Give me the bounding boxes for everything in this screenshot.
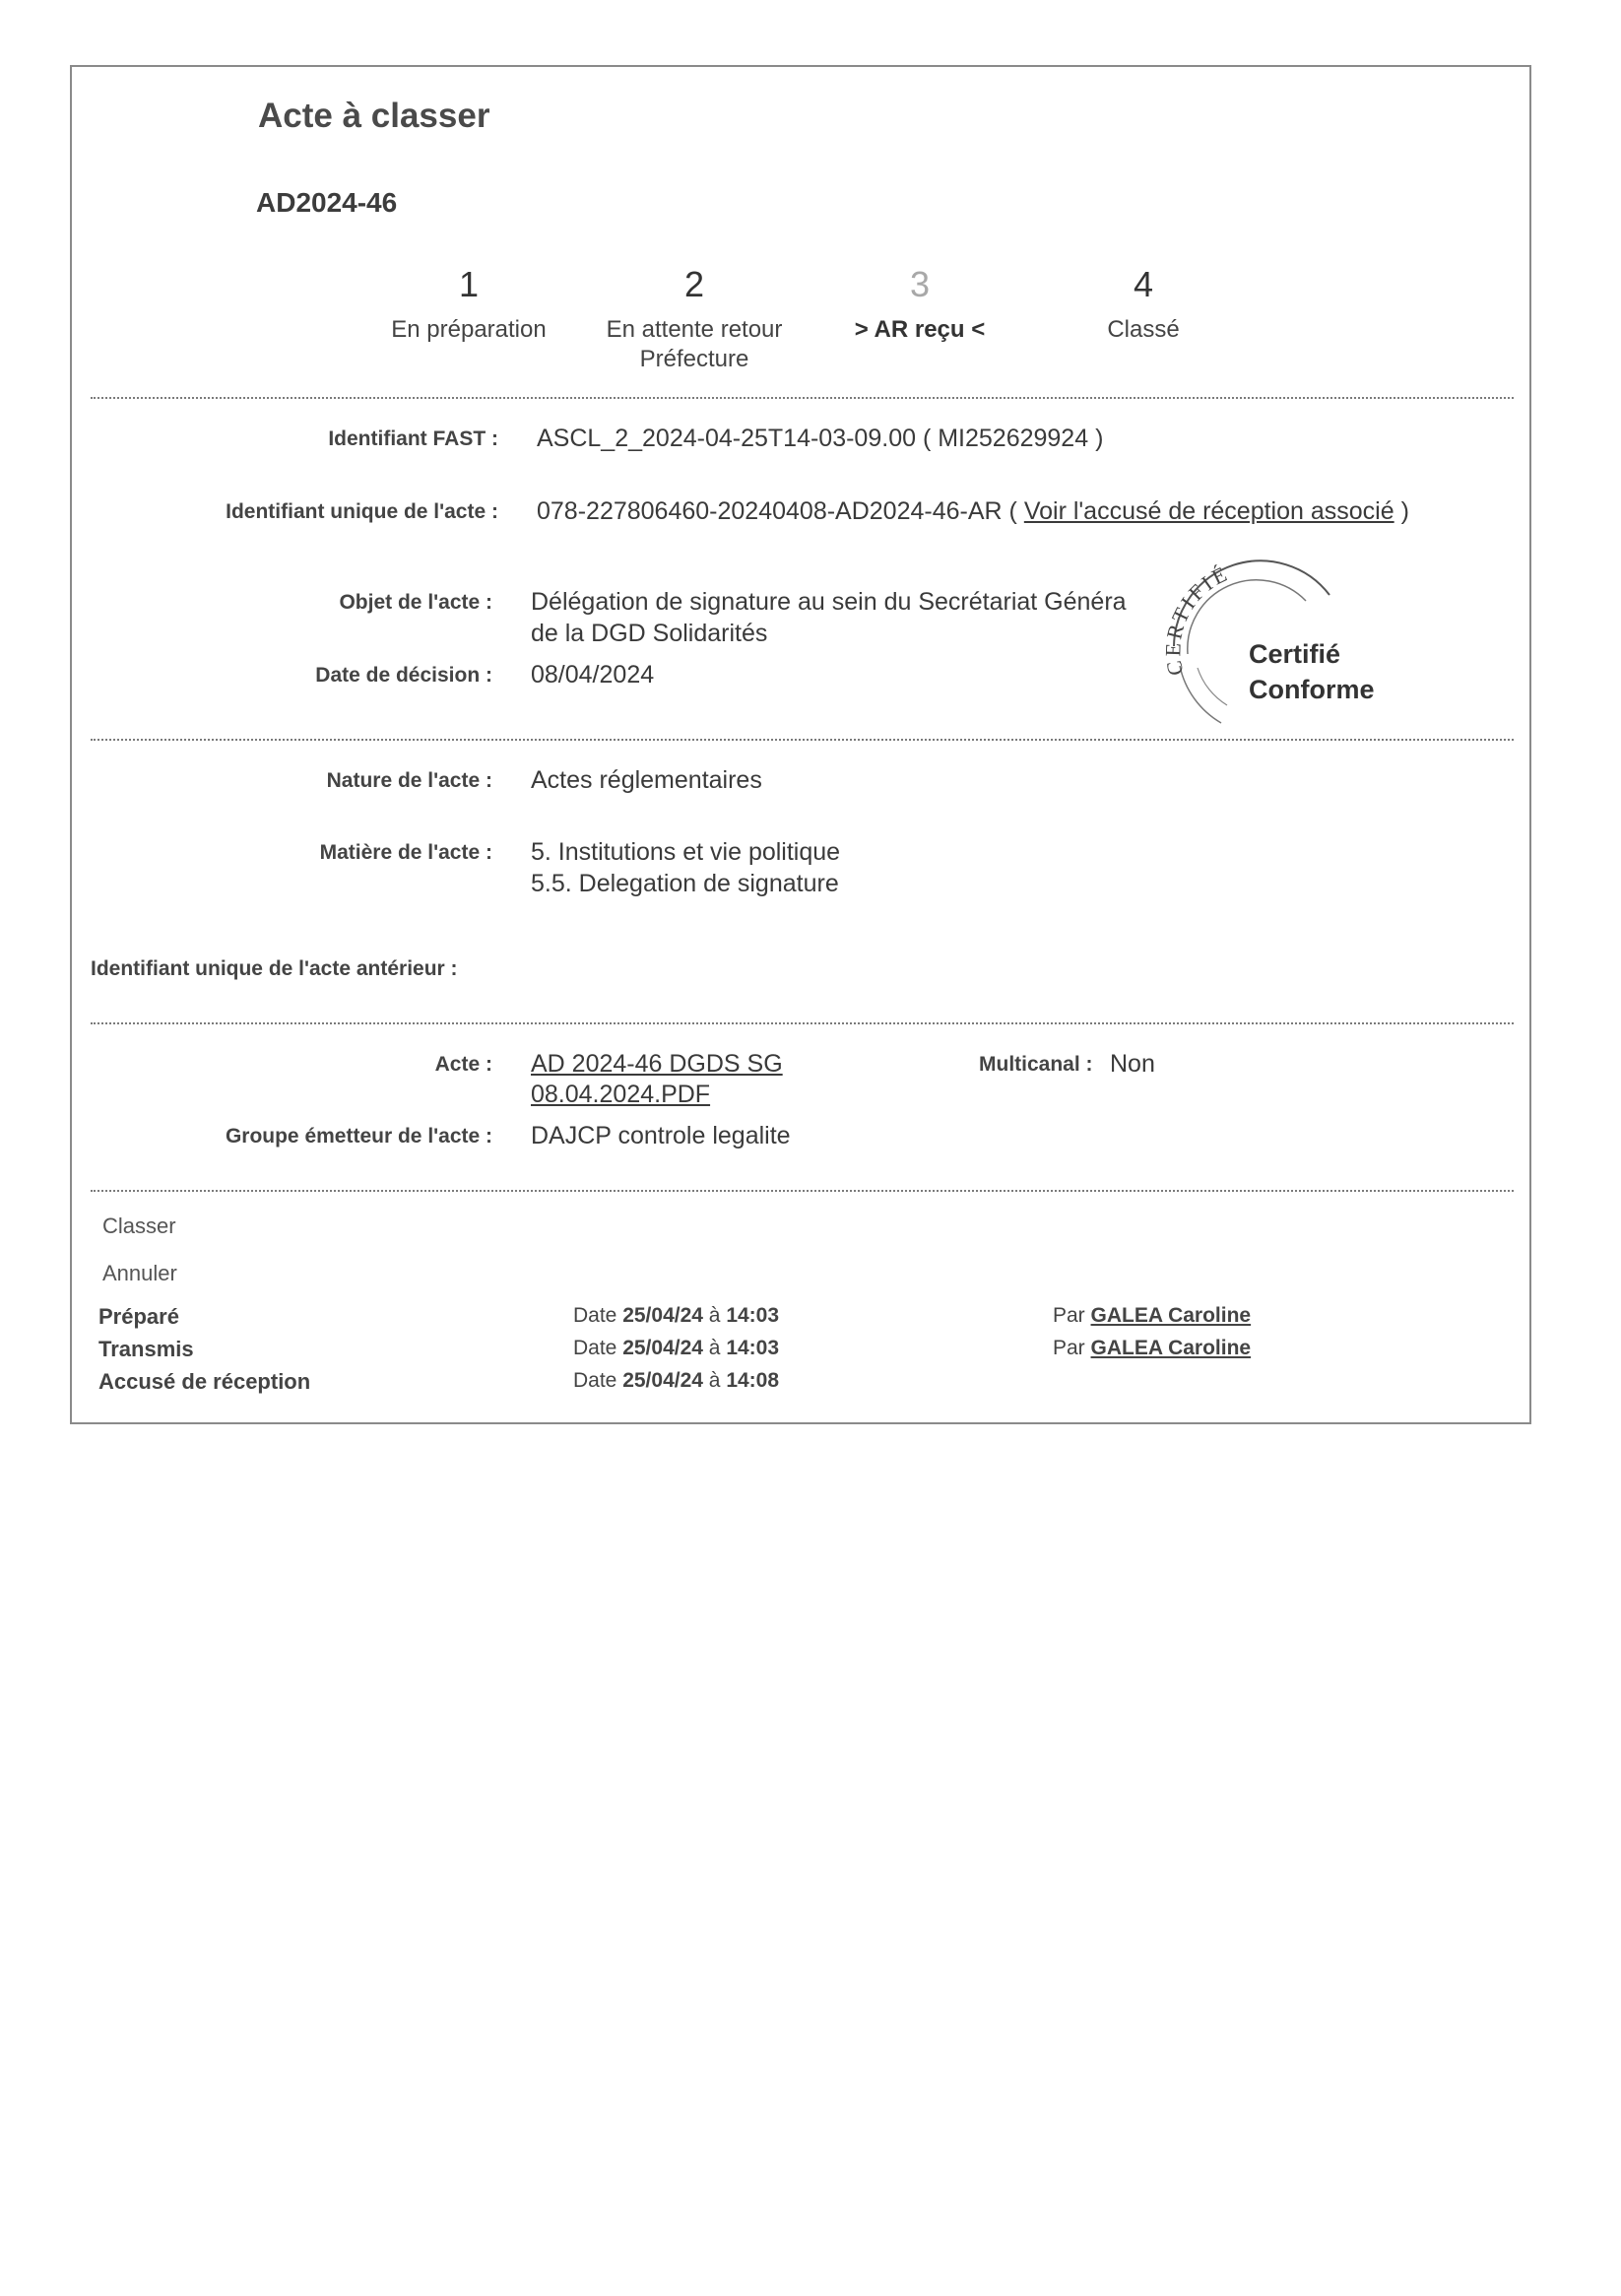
issuer-group-value: DAJCP controle legalite [531,1122,791,1149]
date-at: à [708,1337,721,1359]
acte-file-link-line-2[interactable]: 08.04.2024.PDF [531,1081,711,1108]
date-at: à [708,1369,721,1392]
matiere-line-1: 5. Institutions et vie politique [531,838,841,866]
step-label: > AR reçu < [854,316,986,343]
date-prefix: Date [573,1369,617,1392]
step-4 [1025,264,1262,345]
objet-line-1: Délégation de signature au sein du Secrétariat Généra [531,588,1127,616]
step-number: 3 [909,264,931,304]
decision-date-label: Date de décision : [315,664,492,687]
multicanal-label: Multicanal : [979,1053,1093,1076]
step-label: En préparation [391,316,547,343]
separator [91,1190,1514,1192]
step-number: 2 [683,264,705,304]
step-label: Classé [1107,316,1180,343]
date-value: 25/04/24 [622,1304,703,1327]
annuler-button[interactable]: Annuler [102,1261,177,1285]
acte-file-link-line-1[interactable]: AD 2024-46 DGDS SG [531,1050,783,1078]
step-label-line2: Préfecture [639,346,749,372]
page-title: Acte à classer [258,97,490,135]
date-at: à [708,1304,721,1327]
history-author [1053,1337,1251,1360]
ack-receipt-link[interactable]: Voir l'accusé de réception associé [1023,497,1394,525]
separator [91,397,1514,399]
author-link[interactable]: GALEA Caroline [1090,1304,1252,1327]
fast-id-value: ASCL_2_2024-04-25T14-03-09.00 ( MI252629924 ) [537,425,1104,452]
svg-text:CERTIFIÉ [1162,560,1233,678]
author-prefix: Par [1053,1304,1085,1327]
step-3-current [802,264,1038,345]
certified-stamp [1162,558,1375,735]
history-label: Transmis [98,1337,194,1361]
objet-line-2: de la DGD Solidarités [531,620,768,647]
time-value: 14:08 [726,1369,780,1392]
acte-file-link[interactable] [531,1049,783,1110]
stamp-line-2: Conforme [1249,675,1375,704]
fast-id-label: Identifiant FAST : [328,427,498,450]
nature-label: Nature de l'acte : [326,769,492,792]
separator [91,739,1514,741]
author-prefix: Par [1053,1337,1085,1359]
author-link[interactable]: GALEA Caroline [1090,1337,1252,1359]
history-date [573,1304,779,1328]
previous-act-id-label: Identifiant unique de l'acte antérieur : [91,957,458,980]
history-label: Accusé de réception [98,1369,311,1394]
step-1 [351,264,587,345]
matiere-label: Matière de l'acte : [319,841,492,864]
act-reference: AD2024-46 [256,187,398,218]
history-date [573,1369,779,1393]
date-value: 25/04/24 [622,1337,703,1359]
unique-id-label: Identifiant unique de l'acte : [226,500,498,523]
date-prefix: Date [573,1304,617,1327]
nature-value: Actes réglementaires [531,766,762,794]
stamp-line-1: Certifié [1249,639,1341,669]
history-date [573,1337,779,1360]
date-value: 25/04/24 [622,1369,703,1392]
step-label: En attente retour [606,316,783,343]
classer-button[interactable]: Classer [102,1214,176,1238]
step-2 [576,264,812,374]
date-prefix: Date [573,1337,617,1359]
unique-id-close: ) [1400,497,1409,525]
separator [91,1022,1514,1024]
decision-date-value: 08/04/2024 [531,661,655,689]
acte-file-label: Acte : [434,1053,492,1076]
objet-label: Objet de l'acte : [339,591,492,614]
time-value: 14:03 [726,1304,780,1327]
history-label: Préparé [98,1304,179,1329]
step-number: 1 [458,264,480,304]
stamp-ring-text: CERTIFIÉ [1162,559,1234,678]
unique-id-value: 078-227806460-20240408-AD2024-46-AR ( [537,497,1017,525]
history-author [1053,1304,1251,1328]
multicanal-value: Non [1110,1050,1155,1078]
step-number: 4 [1133,264,1154,304]
unique-id-row [537,496,1409,527]
issuer-group-label: Groupe émetteur de l'acte : [225,1125,492,1148]
time-value: 14:03 [726,1337,780,1359]
matiere-line-2: 5.5. Delegation de signature [531,870,839,897]
